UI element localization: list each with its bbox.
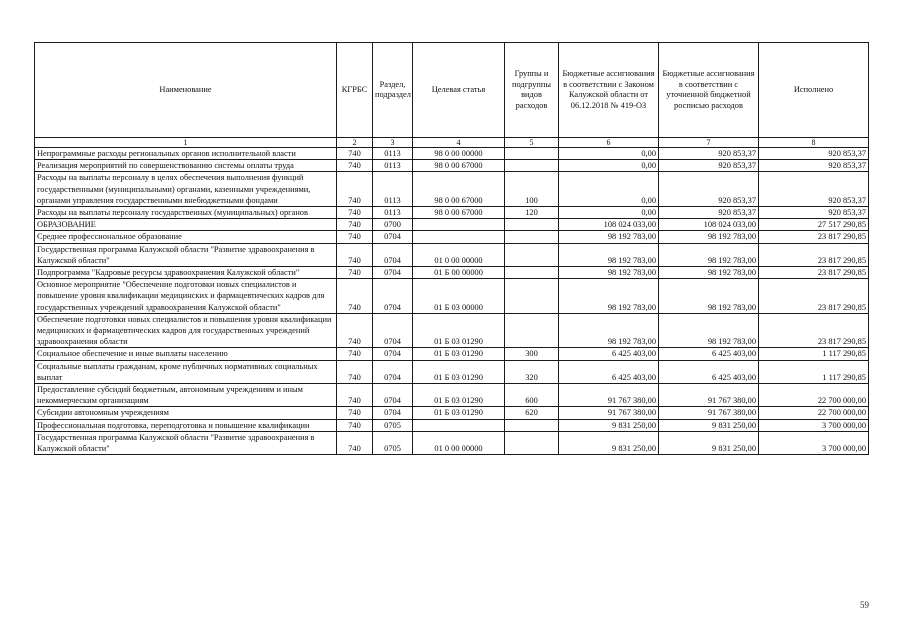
row-law-allocation: 0,00 — [559, 207, 659, 219]
row-expense-group: 620 — [505, 407, 559, 419]
column-number: 2 — [337, 138, 373, 148]
row-name: Субсидии автономным учреждениям — [35, 407, 337, 419]
row-name: Обеспечение подготовки новых специалистов и повышения уровня квалификации медицинских и фармацевтических кадров для государственных учреждений здравоохранения области — [35, 313, 337, 348]
row-name: Среднее профессиональное образование — [35, 231, 337, 243]
row-kgrbs: 740 — [337, 313, 373, 348]
row-section: 0113 — [373, 172, 413, 207]
row-section: 0113 — [373, 160, 413, 172]
row-refined-allocation: 91 767 380,00 — [659, 384, 759, 407]
row-name: Предоставление субсидий бюджетным, автономным учреждениям и иным некоммерческим организациям — [35, 384, 337, 407]
row-law-allocation: 98 192 783,00 — [559, 231, 659, 243]
row-name: Социальное обеспечение и иные выплаты населению — [35, 348, 337, 360]
row-expense-group — [505, 267, 559, 279]
column-number: 3 — [373, 138, 413, 148]
row-refined-allocation: 108 024 033,00 — [659, 219, 759, 231]
row-target-article: 01 Б 03 00000 — [413, 279, 505, 314]
row-refined-allocation: 9 831 250,00 — [659, 431, 759, 454]
table-row — [35, 279, 869, 314]
row-expense-group — [505, 279, 559, 314]
row-executed: 920 853,37 — [759, 160, 869, 172]
row-section: 0704 — [373, 313, 413, 348]
row-law-allocation: 0,00 — [559, 148, 659, 160]
row-section: 0704 — [373, 267, 413, 279]
table-row — [35, 360, 869, 383]
row-executed: 22 700 000,00 — [759, 407, 869, 419]
row-kgrbs: 740 — [337, 384, 373, 407]
table-body — [35, 148, 869, 455]
row-executed: 1 117 290,85 — [759, 360, 869, 383]
row-kgrbs: 740 — [337, 279, 373, 314]
row-refined-allocation: 6 425 403,00 — [659, 360, 759, 383]
row-executed: 23 817 290,85 — [759, 243, 869, 266]
row-executed: 920 853,37 — [759, 148, 869, 160]
row-law-allocation: 91 767 380,00 — [559, 384, 659, 407]
row-name: Реализация мероприятий по совершенствованию системы оплаты труда — [35, 160, 337, 172]
column-numbers-row — [35, 138, 869, 148]
row-law-allocation: 98 192 783,00 — [559, 243, 659, 266]
table-row — [35, 219, 869, 231]
row-target-article — [413, 231, 505, 243]
header-expense-groups: Группы и подгруппы видов расходов — [505, 43, 559, 138]
row-section: 0704 — [373, 243, 413, 266]
row-section: 0704 — [373, 279, 413, 314]
row-section: 0705 — [373, 419, 413, 431]
header-refined-allocations: Бюджетные ассигнования в соответствии с уточненной бюджетной росписью расходов — [659, 43, 759, 138]
row-section: 0704 — [373, 231, 413, 243]
header-executed: Исполнено — [759, 43, 869, 138]
row-target-article: 01 Б 00 00000 — [413, 267, 505, 279]
row-expense-group — [505, 148, 559, 160]
table-row — [35, 148, 869, 160]
table-row — [35, 172, 869, 207]
column-number: 8 — [759, 138, 869, 148]
row-refined-allocation: 98 192 783,00 — [659, 243, 759, 266]
table-row — [35, 419, 869, 431]
row-law-allocation: 108 024 033,00 — [559, 219, 659, 231]
row-name: Непрограммные расходы региональных органов исполнительной власти — [35, 148, 337, 160]
table-row — [35, 160, 869, 172]
table-row — [35, 384, 869, 407]
row-kgrbs: 740 — [337, 160, 373, 172]
row-section: 0704 — [373, 407, 413, 419]
table-row — [35, 348, 869, 360]
row-target-article: 98 0 00 67000 — [413, 207, 505, 219]
row-expense-group — [505, 243, 559, 266]
row-target-article: 01 Б 03 01290 — [413, 360, 505, 383]
header-kgrbs: КГРБС — [337, 43, 373, 138]
row-law-allocation: 98 192 783,00 — [559, 279, 659, 314]
header-section: Раздел, подраздел — [373, 43, 413, 138]
page-number: 59 — [860, 600, 869, 610]
row-expense-group — [505, 419, 559, 431]
row-executed: 23 817 290,85 — [759, 267, 869, 279]
row-kgrbs: 740 — [337, 207, 373, 219]
row-expense-group: 120 — [505, 207, 559, 219]
row-executed: 920 853,37 — [759, 207, 869, 219]
row-kgrbs: 740 — [337, 148, 373, 160]
row-expense-group — [505, 431, 559, 454]
table-row — [35, 231, 869, 243]
row-target-article: 01 Б 03 01290 — [413, 407, 505, 419]
row-expense-group — [505, 231, 559, 243]
row-law-allocation: 91 767 380,00 — [559, 407, 659, 419]
row-law-allocation: 9 831 250,00 — [559, 431, 659, 454]
header-name: Наименование — [35, 43, 337, 138]
row-kgrbs: 740 — [337, 431, 373, 454]
row-expense-group: 320 — [505, 360, 559, 383]
row-target-article — [413, 419, 505, 431]
row-refined-allocation: 920 853,37 — [659, 160, 759, 172]
table-row — [35, 313, 869, 348]
row-name: Основное мероприятие "Обеспечение подготовки новых специалистов и повышение уровня квалификации медицинских и фармацевтических кадров для государственных учреждений здравоохранения Калужской области" — [35, 279, 337, 314]
row-law-allocation: 6 425 403,00 — [559, 348, 659, 360]
row-target-article: 98 0 00 00000 — [413, 148, 505, 160]
column-number: 6 — [559, 138, 659, 148]
row-refined-allocation: 98 192 783,00 — [659, 279, 759, 314]
table-row — [35, 267, 869, 279]
row-executed: 3 700 000,00 — [759, 419, 869, 431]
row-section: 0704 — [373, 384, 413, 407]
row-kgrbs: 740 — [337, 172, 373, 207]
row-name: Социальные выплаты гражданам, кроме публичных нормативных социальных выплат — [35, 360, 337, 383]
column-number: 5 — [505, 138, 559, 148]
row-expense-group — [505, 219, 559, 231]
row-target-article: 98 0 00 67000 — [413, 172, 505, 207]
row-law-allocation: 98 192 783,00 — [559, 313, 659, 348]
row-executed: 3 700 000,00 — [759, 431, 869, 454]
row-name: Государственная программа Калужской области "Развитие здравоохранения в Калужской области" — [35, 431, 337, 454]
row-executed: 22 700 000,00 — [759, 384, 869, 407]
row-expense-group: 600 — [505, 384, 559, 407]
row-section: 0705 — [373, 431, 413, 454]
row-refined-allocation: 91 767 380,00 — [659, 407, 759, 419]
row-expense-group — [505, 313, 559, 348]
table-header-row — [35, 43, 869, 138]
row-kgrbs: 740 — [337, 243, 373, 266]
row-target-article: 01 Б 03 01290 — [413, 348, 505, 360]
table-row — [35, 407, 869, 419]
row-section: 0704 — [373, 348, 413, 360]
row-kgrbs: 740 — [337, 360, 373, 383]
row-kgrbs: 740 — [337, 219, 373, 231]
row-executed: 27 517 290,85 — [759, 219, 869, 231]
row-target-article: 01 0 00 00000 — [413, 431, 505, 454]
row-target-article — [413, 219, 505, 231]
header-law-allocations: Бюджетные ассигнования в соответствии с Законом Калужской области от 06.12.2018 № 419-ОЗ — [559, 43, 659, 138]
row-target-article: 01 Б 03 01290 — [413, 313, 505, 348]
row-executed: 23 817 290,85 — [759, 279, 869, 314]
row-name: Государственная программа Калужской области "Развитие здравоохранения в Калужской области" — [35, 243, 337, 266]
row-refined-allocation: 920 853,37 — [659, 207, 759, 219]
row-refined-allocation: 920 853,37 — [659, 172, 759, 207]
row-refined-allocation: 98 192 783,00 — [659, 231, 759, 243]
row-refined-allocation: 98 192 783,00 — [659, 313, 759, 348]
row-target-article: 01 Б 03 01290 — [413, 384, 505, 407]
column-number: 4 — [413, 138, 505, 148]
row-executed: 23 817 290,85 — [759, 313, 869, 348]
row-name: Расходы на выплаты персоналу государственных (муниципальных) органов — [35, 207, 337, 219]
budget-table — [34, 42, 869, 455]
table-row — [35, 431, 869, 454]
row-law-allocation: 0,00 — [559, 172, 659, 207]
row-expense-group — [505, 160, 559, 172]
row-section: 0113 — [373, 207, 413, 219]
column-number: 7 — [659, 138, 759, 148]
row-law-allocation: 0,00 — [559, 160, 659, 172]
row-target-article: 01 0 00 00000 — [413, 243, 505, 266]
column-number: 1 — [35, 138, 337, 148]
row-law-allocation: 9 831 250,00 — [559, 419, 659, 431]
row-law-allocation: 98 192 783,00 — [559, 267, 659, 279]
row-refined-allocation: 98 192 783,00 — [659, 267, 759, 279]
row-kgrbs: 740 — [337, 419, 373, 431]
row-section: 0704 — [373, 360, 413, 383]
row-target-article: 98 0 00 67000 — [413, 160, 505, 172]
header-target-article: Целевая статья — [413, 43, 505, 138]
row-expense-group: 100 — [505, 172, 559, 207]
row-executed: 920 853,37 — [759, 172, 869, 207]
row-name: Расходы на выплаты персоналу в целях обеспечения выполнения функций государственными (муниципальными) органами, казенными учреждениями, органами управления государственными внебюджетными фондами — [35, 172, 337, 207]
row-expense-group: 300 — [505, 348, 559, 360]
table-row — [35, 207, 869, 219]
row-name: Подпрограмма "Кадровые ресурсы здравоохранения Калужской области" — [35, 267, 337, 279]
table-row — [35, 243, 869, 266]
row-refined-allocation: 920 853,37 — [659, 148, 759, 160]
row-name: Профессиональная подготовка, переподготовка и повышение квалификации — [35, 419, 337, 431]
row-kgrbs: 740 — [337, 231, 373, 243]
row-executed: 23 817 290,85 — [759, 231, 869, 243]
row-section: 0113 — [373, 148, 413, 160]
row-name: ОБРАЗОВАНИЕ — [35, 219, 337, 231]
row-kgrbs: 740 — [337, 407, 373, 419]
row-section: 0700 — [373, 219, 413, 231]
row-refined-allocation: 9 831 250,00 — [659, 419, 759, 431]
row-kgrbs: 740 — [337, 348, 373, 360]
row-executed: 1 117 290,85 — [759, 348, 869, 360]
row-kgrbs: 740 — [337, 267, 373, 279]
row-law-allocation: 6 425 403,00 — [559, 360, 659, 383]
row-refined-allocation: 6 425 403,00 — [659, 348, 759, 360]
